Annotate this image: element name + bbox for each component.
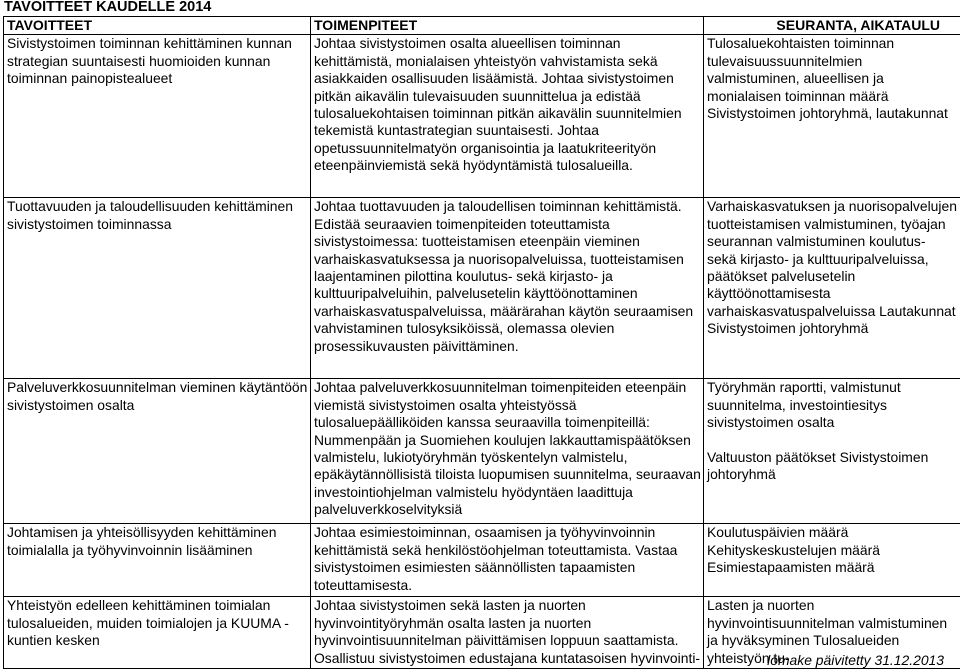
goal-cell — [4, 379, 311, 524]
followup-text: Varhaiskasvatuksen ja nuorisopalvelujen tuotteistamisen valmistuminen, työajan seurannan valmistuminen koulutus- sekä kirjasto- ja kulttuuripalveluissa, päätökset palvelusetelin käyttöönottamisesta varhaiskasvatuspalveluissa Lautakunnat Sivistystoimen johtoryhmä — [707, 198, 957, 337]
followup-cell — [704, 379, 960, 524]
followup-text: Koulutuspäivien määrä Kehityskeskustelujen määrä Esimiestapaamisten määrä — [707, 524, 880, 576]
table-row — [4, 198, 960, 379]
table-row — [4, 379, 960, 524]
actions-text: Johtaa sivistystoimen sekä lasten ja nuorten hyvinvointityöryhmän osalta lasten ja nuorten hyvinvointisuunnitelman päivittämisen loppuun saattamista. Osallistuu sivistystoimen edustajana kuntatasoisen hyvinvointi- — [314, 597, 701, 666]
table-row — [4, 524, 960, 597]
goal-text: Palveluverkkosuunnitelman vieminen käytäntöön sivistystoimen osalta — [7, 379, 308, 413]
updated-note: lomake päivitetty 31.12.2013 — [767, 652, 944, 668]
actions-cell — [311, 35, 704, 198]
goals-table — [3, 16, 960, 669]
goal-cell — [4, 524, 311, 597]
actions-cell — [311, 597, 704, 669]
goal-text: Johtamisen ja yhteisöllisyyden kehittäminen toimialalla ja työhyvinvoinnin lisääminen — [7, 524, 277, 558]
goal-text: Yhteistyön edelleen kehittäminen toimialan tulosalueiden, muiden toimialojen ja KUUMA -kuntien kesken — [7, 597, 289, 649]
goal-text: Sivistystoimen toiminnan kehittäminen kunnan strategian suuntaisesti huomioiden kunnan toiminnan painopistealueet — [7, 35, 292, 87]
actions-cell — [311, 198, 704, 379]
actions-text: Johtaa esimiestoiminnan, osaamisen ja työhyvinvoinnin kehittämistä sekä henkilöstöohjelman toteuttamista. Vastaa sivistystoimen esimiesten säännöllisten tapaamisten toteuttamisesta. — [314, 524, 678, 593]
followup-cell — [704, 35, 960, 198]
actions-text: Johtaa palveluverkkosuunnitelman toimenpiteiden eteenpäin viemistä sivistystoimen osalta yhteistyössä tulosaluepäälliköiden kanssa seuraavilla toimenpiteillä: Nummenpään ja Suomiehen koulujen lakkauttamispäätöksen valmistelu, lukiotyöryhmän työskentelyn valmistelu, epäkäytännöllisistä tiloista luopumisen suunnitelma, seuraavan investointiohjelman valmistelu hyödyntäen laadittuja palveluverkkoselvityksiä — [314, 379, 701, 518]
goal-cell — [4, 198, 311, 379]
header-goals: TAVOITTEET — [4, 17, 311, 35]
page-title: TAVOITTEET KAUDELLE 2014 — [4, 0, 212, 15]
actions-cell — [311, 379, 704, 524]
actions-text: Johtaa sivistystoimen osalta alueellisen toiminnan kehittämistä, monialaisen yhteistyön vahvistamista sekä asiakkaiden osallisuuden lisäämistä. Johtaa sivistystoimen pitkän aikavälin tulevaisuuden suunnittelua ja edistää tulosaluekohtaisen toiminnan pitkän aikavälin suunnitelmien tekemistä kuntastrategian suuntaisesti. Johtaa opetussuunnitelmatyön organisointia ja laatukriteerityön eteenpäinviemistä sekä hyödyntämistä tulosalueilla. — [314, 35, 682, 174]
followup-text: Lasten ja nuorten hyvinvointisuunnitelman valmistuminen ja hyväksyminen Tulosalueiden yhteistyön tu- — [707, 597, 948, 666]
followup-cell — [704, 198, 960, 379]
goal-cell — [4, 35, 311, 198]
goal-text: Tuottavuuden ja taloudellisuuden kehittäminen sivistystoimen toiminnassa — [7, 198, 293, 232]
header-followup: SEURANTA, AIKATAULU — [704, 17, 960, 35]
actions-text: Johtaa tuottavuuden ja taloudellisen toiminnan kehittämistä. Edistää seuraavien toimenpiteiden toteuttamista sivistystoimessa: tuotteistamisen eteenpäin vieminen varhaiskasvatuksessa ja nuorisopalveluissa, tuotteistamisen laajentaminen pilottina koulutus- sekä kirjasto- ja kulttuuripalveluihin, palvelusetelin käyttöönottaminen varhaiskasvatuspalveluissa, määrärahan käytön seuraamisen vahvistaminen tulosyksiköissä, olemassa olevien prosessikuvausten päivittäminen. — [314, 198, 694, 354]
goal-cell — [4, 597, 311, 669]
actions-cell — [311, 524, 704, 597]
table-row — [4, 35, 960, 198]
followup-text: Työryhmän raportti, valmistunut suunnitelma, investointiesitys sivistystoimen osalta Valtuuston päätökset Sivistystoimen johtoryhmä — [707, 379, 929, 483]
followup-text: Tulosaluekohtaisten toiminnan tulevaisuussuunnitelmien valmistuminen, alueellisen ja monialaisen toiminnan määrä Sivistystoimen johtoryhmä, lautakunnat — [707, 35, 948, 122]
header-actions: TOIMENPITEET — [311, 17, 704, 35]
followup-cell — [704, 524, 960, 597]
table-header-row — [4, 17, 960, 35]
